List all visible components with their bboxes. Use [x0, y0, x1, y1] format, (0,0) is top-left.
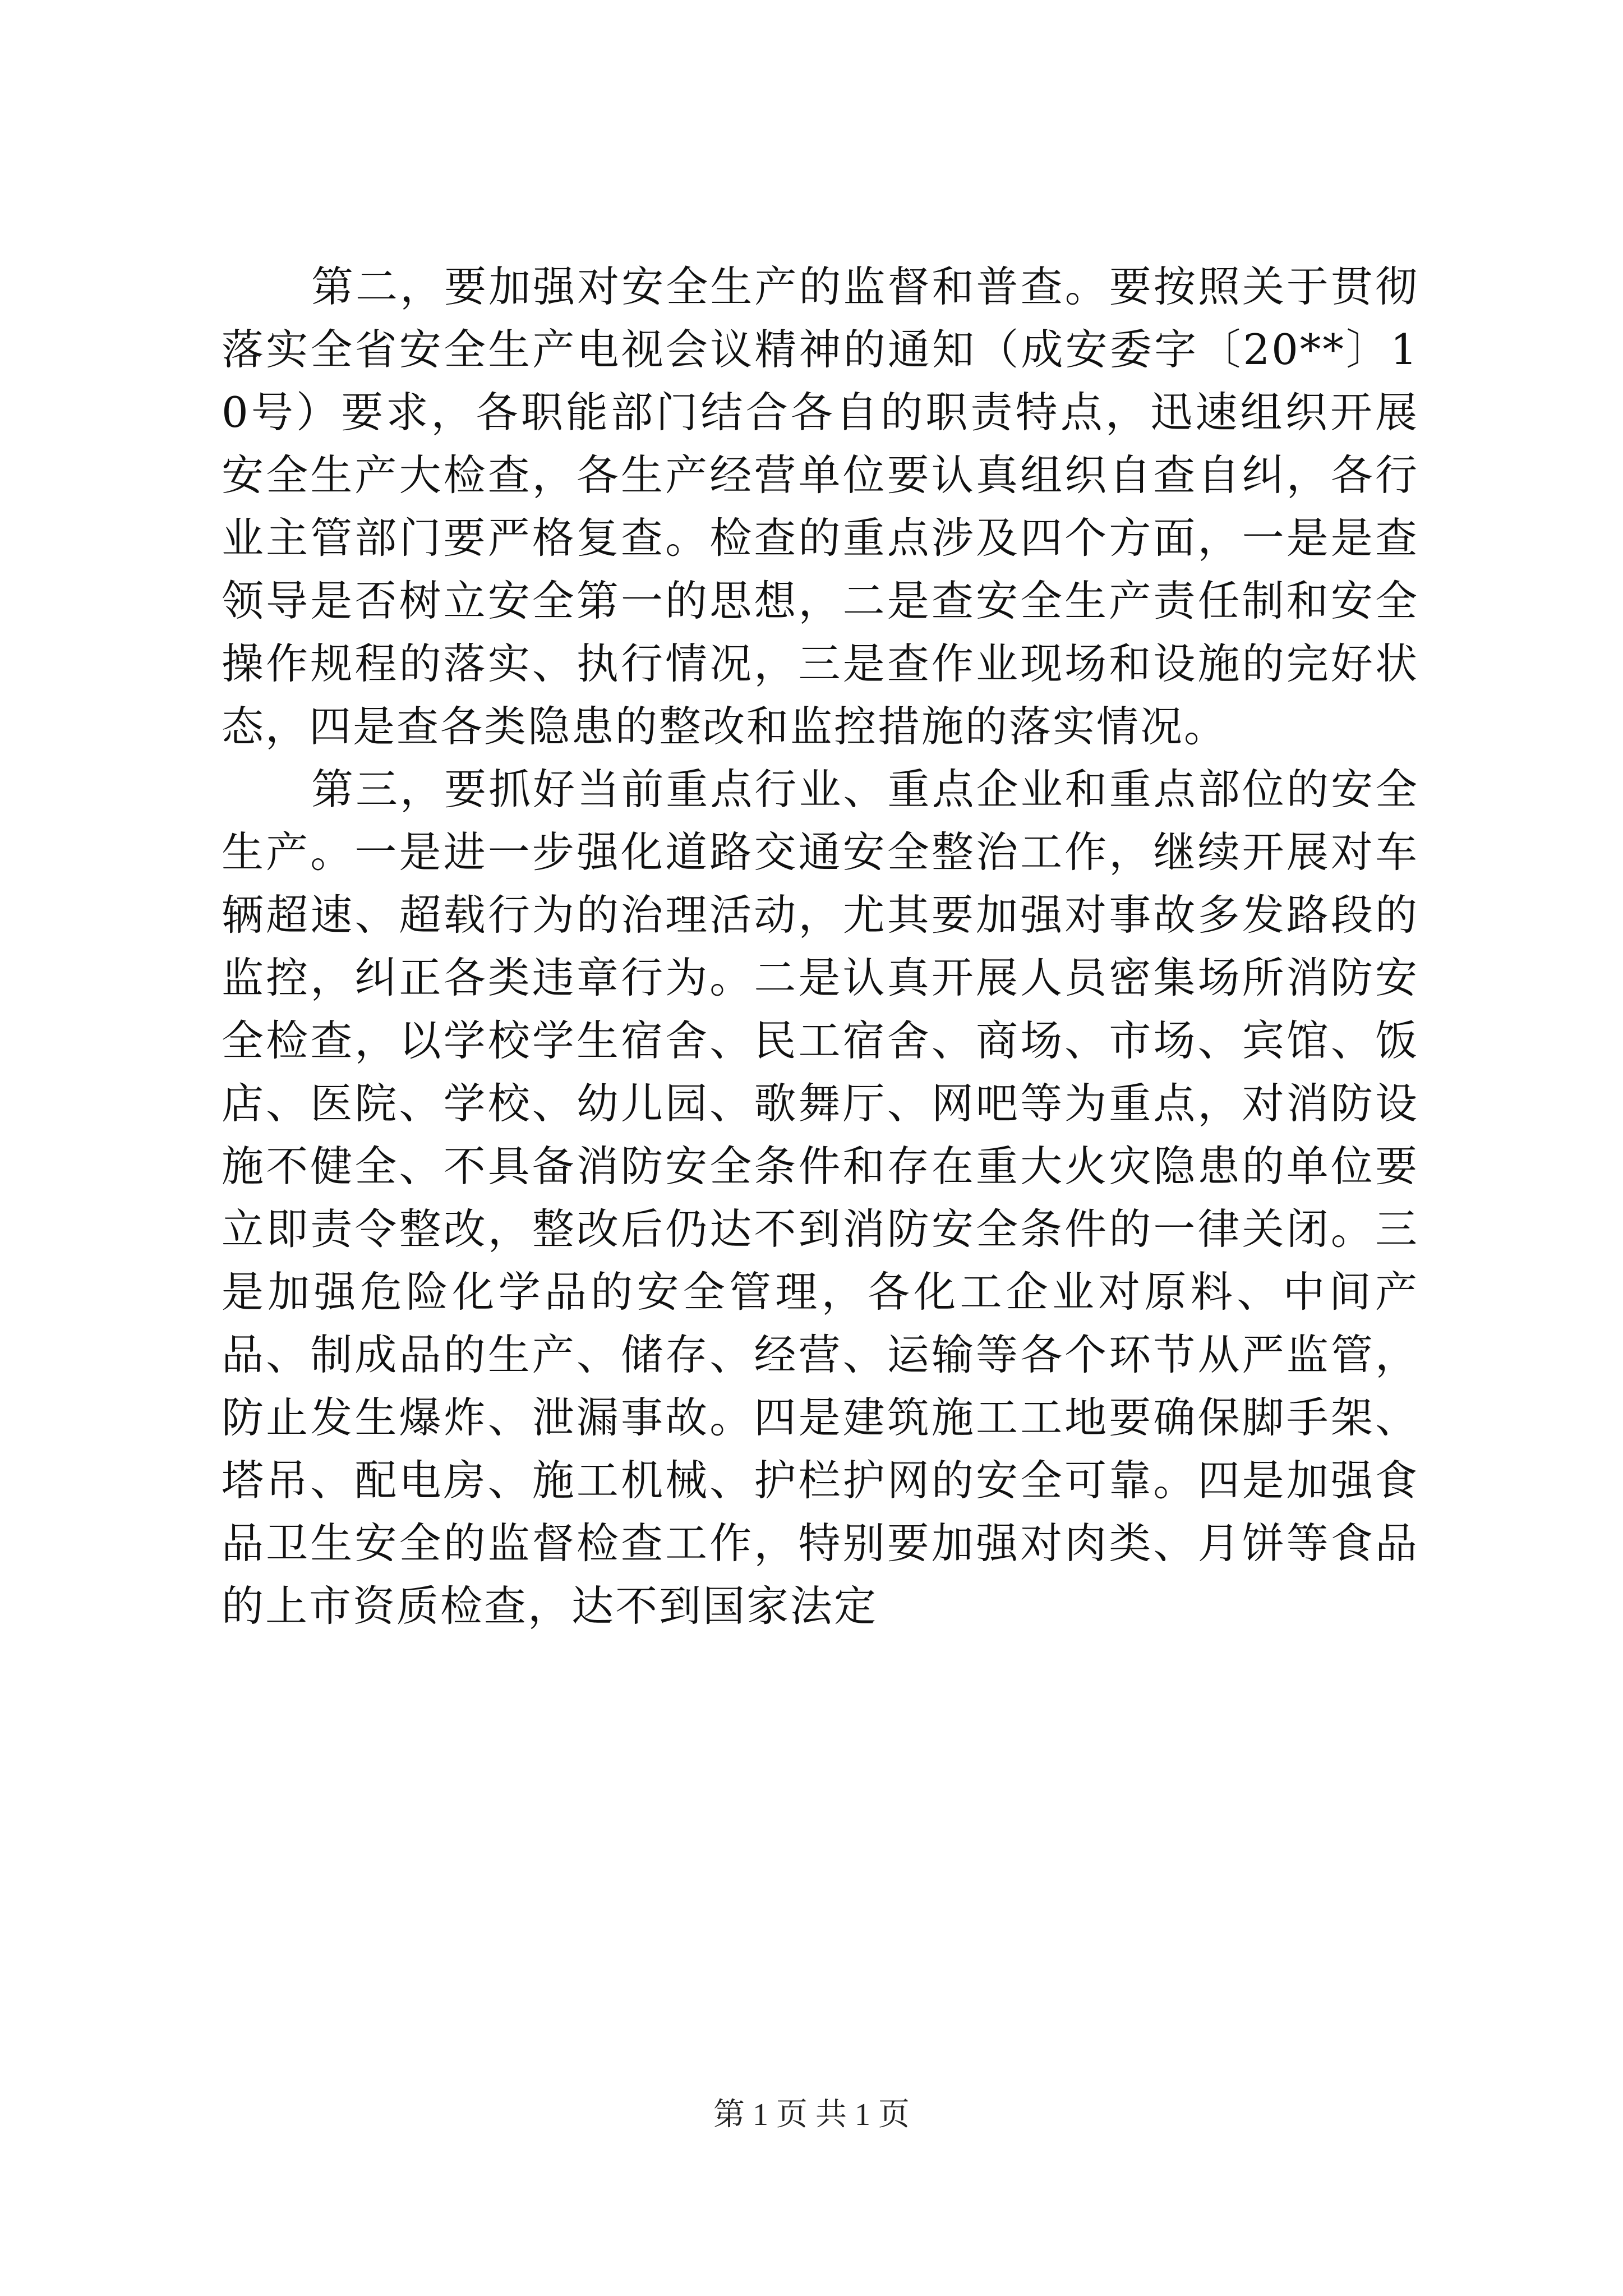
paragraph-second-point: 第二，要加强对安全生产的监督和普查。要按照关于贯彻落实全省安全生产电视会议精神的通知（成安委字〔20**〕10号）要求，各职能部门结合各自的职责特点，迅速组织开展安全生产大检查，各生产经营单位要认真组织自查自纠，各行业主管部门要严格复查。检查的重点涉及四个方面，一是是查领导是否树立安全第一的思想，二是查安全生产责任制和安全操作规程的落实、执行情况，三是查作业现场和设施的完好状态，四是查各类隐患的整改和监控措施的落实情况。	[222, 262, 1419, 751]
paragraph-third-point: 第三，要抓好当前重点行业、重点企业和重点部位的安全生产。一是进一步强化道路交通安全整治工作，继续开展对车辆超速、超载行为的治理活动，尤其要加强对事故多发路段的监控，纠正各类违章行为。二是认真开展人员密集场所消防安全检查，以学校学生宿舍、民工宿舍、商场、市场、宾馆、饭店、医院、学校、幼儿园、歌舞厅、网吧等为重点，对消防设施不健全、不具备消防安全条件和存在重大火灾隐患的单位要立即责令整改，整改后仍达不到消防安全条件的一律关闭。三是加强危险化学品的安全管理，各化工企业对原料、中间产品、制成品的生产、储存、经营、运输等各个环节从严监管，防止发生爆炸、泄漏事故。四是建筑施工工地要确保脚手架、塔吊、配电房、施工机械、护栏护网的安全可靠。四是加强食品卫生安全的监督检查工作，特别要加强对肉类、月饼等食品的上市资质检查，达不到国家法定	[222, 765, 1419, 1631]
page-footer: 第 1 页 共 1 页	[713, 2097, 910, 2132]
document-body	[222, 255, 1419, 1637]
